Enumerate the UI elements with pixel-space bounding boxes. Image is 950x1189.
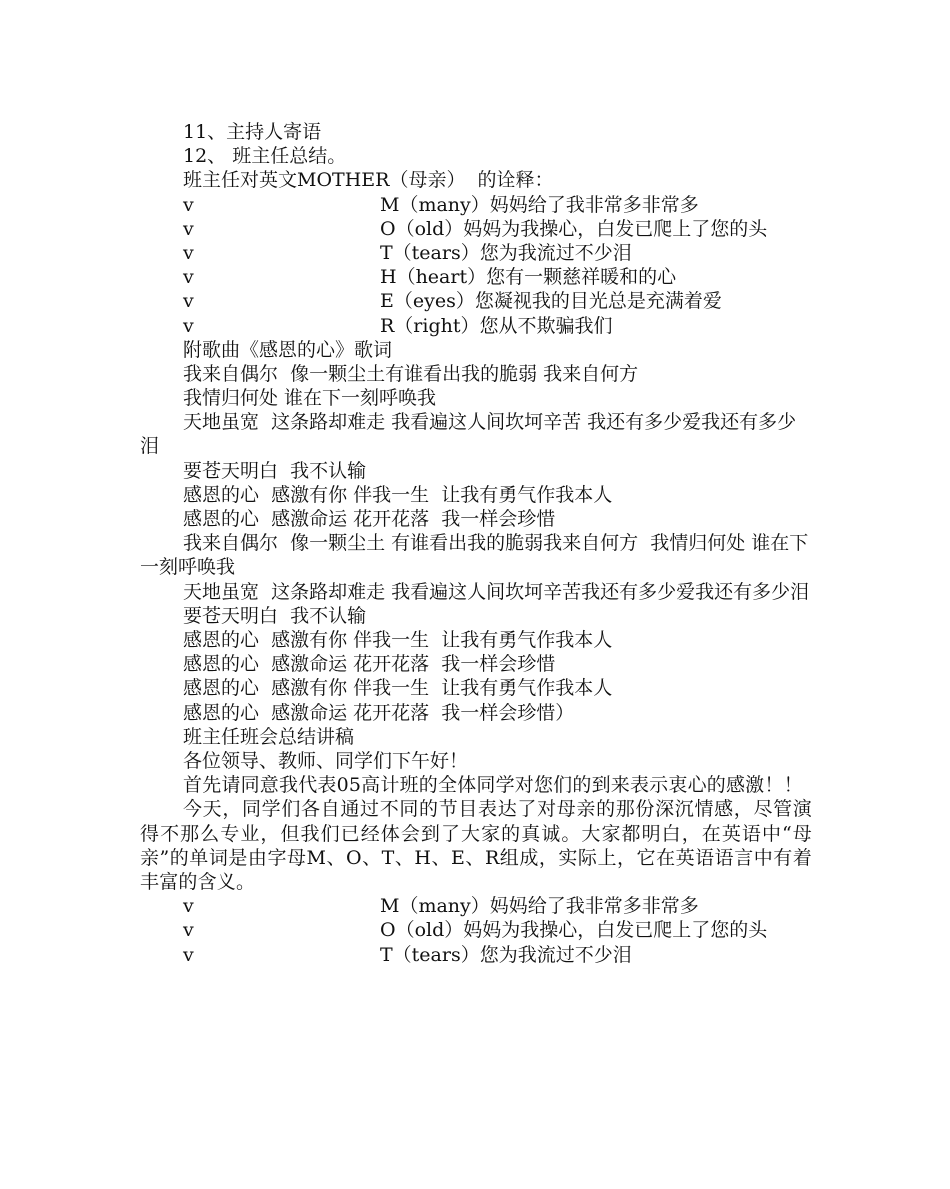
bullet-text: M（many）妈妈给了我非常多非常多: [380, 895, 699, 918]
bullet-item: [140, 943, 812, 967]
bullet-marker: v: [183, 193, 194, 216]
text-line: 要苍天明白 我不认输: [183, 604, 367, 627]
bullet-text: H（heart）您有一颗慈祥暖和的心: [380, 266, 677, 289]
lyric-line: 天地虽宽 这条路却难走 我看遍这人间坎坷辛苦 我还有多少爱我还有多少泪: [140, 411, 797, 458]
bullet-marker: v: [183, 314, 194, 337]
bullet-item: [140, 289, 812, 313]
text-line: 感恩的心 感激命运 花开花落 我一样会珍惜）: [183, 701, 575, 724]
bullet-item: [140, 918, 812, 942]
text-line: 班主任班会总结讲稿: [183, 725, 355, 748]
paragraph: 首先请同意我代表05高计班的全体同学对您们的到来表示衷心的感激！！: [183, 774, 803, 797]
bullet-item: [140, 241, 812, 265]
bullet-text: T（tears）您为我流过不少泪: [380, 241, 632, 264]
text-line: 感恩的心 感激有你 伴我一生 让我有勇气作我本人: [183, 483, 613, 506]
bullet-marker: v: [183, 290, 194, 313]
bullet-item: [140, 894, 812, 918]
bullet-item: [140, 265, 812, 289]
bullet-marker: v: [183, 919, 194, 942]
lyric-line: 我来自偶尔 像一颗尘土 有谁看出我的脆弱我来自何方 我情归何处 谁在下一刻呼唤我: [140, 532, 809, 579]
bullet-marker: v: [183, 266, 194, 289]
text-line: 11、主持人寄语: [183, 121, 322, 143]
bullet-marker: v: [183, 241, 194, 264]
lyric-line: 天地虽宽 这条路却难走 我看遍这人间坎坷辛苦我还有多少爱我还有多少泪: [183, 580, 810, 603]
bullet-marker: v: [183, 943, 194, 966]
document-body: [140, 120, 812, 967]
text-line: 班主任对英文MOTHER（母亲） 的诠释：: [183, 169, 554, 192]
bullet-item: [140, 193, 812, 217]
bullet-text: O（old）妈妈为我操心，白发已爬上了您的头: [380, 217, 768, 240]
bullet-text: O（old）妈妈为我操心，白发已爬上了您的头: [380, 919, 768, 942]
text-line: 我情归何处 谁在下一刻呼唤我: [183, 387, 437, 410]
bullet-marker: v: [183, 217, 194, 240]
text-line: 各位领导、教师、同学们下午好！: [183, 749, 469, 772]
text-line: 我来自偶尔 像一颗尘土有谁看出我的脆弱 我来自何方: [183, 362, 639, 385]
bullet-text: E（eyes）您凝视我的目光总是充满着爱: [380, 290, 722, 313]
bullet-text: T（tears）您为我流过不少泪: [380, 943, 632, 966]
bullet-text: M（many）妈妈给了我非常多非常多: [380, 193, 699, 216]
text-line: 感恩的心 感激命运 花开花落 我一样会珍惜: [183, 508, 556, 531]
text-line: 感恩的心 感激有你 伴我一生 让我有勇气作我本人: [183, 629, 613, 652]
text-line: 要苍天明白 我不认输: [183, 459, 367, 482]
text-line: 感恩的心 感激有你 伴我一生 让我有勇气作我本人: [183, 677, 613, 700]
bullet-item: [140, 314, 812, 338]
bullet-marker: v: [183, 895, 194, 918]
paragraph: 今天，同学们各自通过不同的节目表达了对母亲的那份深沉情感，尽管演得不那么专业，但我们已经体会到了大家的真诚。大家都明白，在英语中“母亲”的单词是由字母M、O、T、H、E、R组成，实际上，它在英语语言中有着丰富的含义。: [140, 798, 812, 893]
bullet-item: [140, 217, 812, 241]
text-line: 附歌曲《感恩的心》歌词: [183, 338, 393, 361]
bullet-text: R（right）您从不欺骗我们: [380, 314, 613, 337]
text-line: 感恩的心 感激命运 花开花落 我一样会珍惜: [183, 653, 556, 676]
text-line: 12、 班主任总结。: [183, 145, 347, 168]
